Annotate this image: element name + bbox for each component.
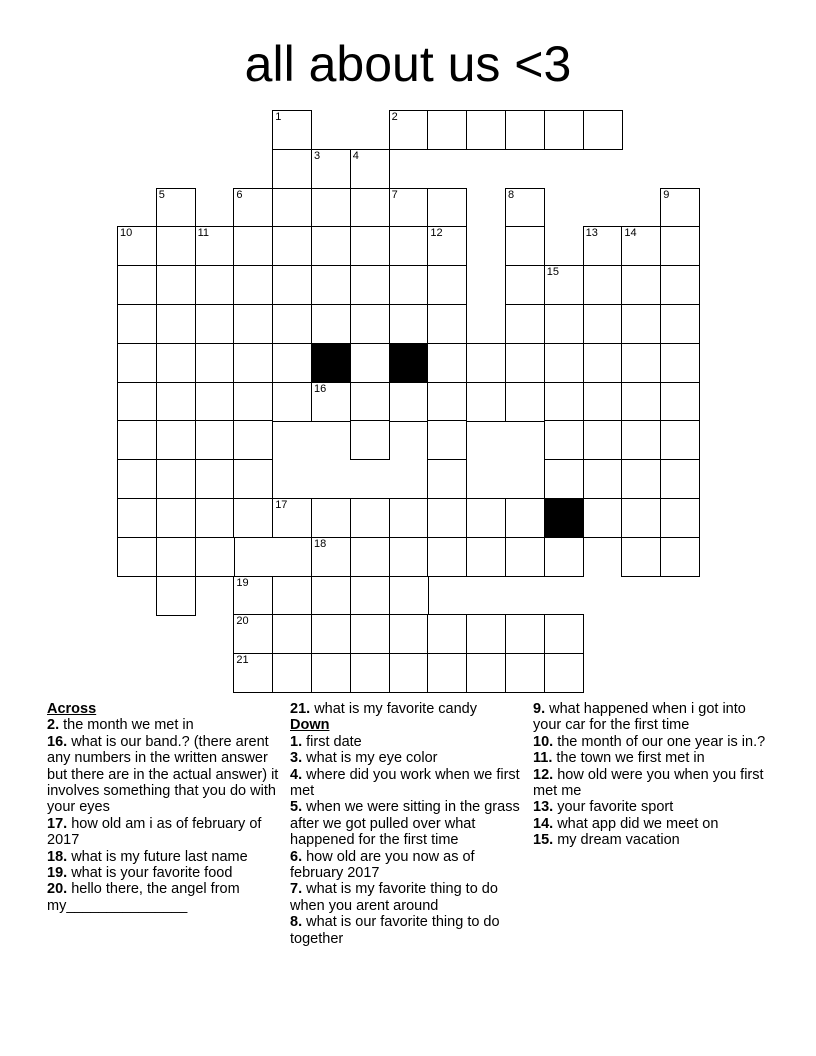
puzzle-title: all about us <3 [244, 36, 572, 92]
grid-cell[interactable] [311, 149, 351, 189]
grid-cell[interactable] [466, 537, 506, 577]
clue-number: 2. [47, 717, 60, 734]
grid-cell[interactable] [389, 653, 429, 693]
cell-number: 9 [663, 188, 670, 201]
clues-column-3 [533, 701, 769, 849]
grid-cell[interactable] [660, 459, 700, 499]
grid-cell[interactable] [350, 614, 390, 654]
clue-number: 14. [533, 815, 554, 832]
across-clue [47, 865, 283, 881]
clue-number: 1. [290, 733, 303, 750]
cell-number: 3 [314, 149, 321, 162]
grid-cell[interactable] [544, 653, 584, 693]
cell-number: 1 [275, 111, 282, 123]
grid-cell[interactable] [156, 420, 196, 460]
clue-number: 19. [47, 865, 68, 882]
grid-cell[interactable] [350, 498, 390, 538]
clue-number: 4. [290, 766, 303, 783]
grid-cell[interactable] [466, 653, 506, 693]
grid-cell[interactable] [583, 110, 623, 150]
cell-number: 14 [624, 227, 637, 240]
grid-cell[interactable] [660, 537, 700, 577]
grid-cell[interactable] [583, 343, 623, 383]
grid-cell[interactable] [272, 304, 312, 344]
grid-cell[interactable] [505, 537, 545, 577]
grid-cell[interactable] [427, 226, 467, 266]
grid-cell[interactable] [544, 537, 584, 577]
cell-number: 7 [391, 188, 398, 201]
grid-cell[interactable] [427, 188, 467, 228]
clue-number: 6. [290, 848, 303, 865]
down-clue [533, 799, 769, 815]
grid-cell[interactable] [660, 226, 700, 266]
grid-cell[interactable] [505, 382, 545, 422]
grid-cell[interactable] [350, 576, 390, 616]
down-clue [290, 750, 526, 766]
clue-text: what happened when i got into your car for the first time [533, 701, 746, 734]
grid-cell[interactable] [233, 343, 273, 383]
grid-cell[interactable] [272, 149, 312, 189]
grid-cell[interactable] [156, 226, 196, 266]
grid-cell[interactable] [350, 149, 390, 189]
grid-cell[interactable] [233, 382, 273, 422]
grid-cell[interactable] [311, 265, 351, 305]
down-clue [290, 881, 526, 914]
grid-cell[interactable] [389, 614, 429, 654]
grid-cell[interactable] [195, 459, 235, 499]
clue-number: 13. [533, 799, 554, 816]
down-clue [533, 734, 769, 750]
cell-number: 13 [585, 227, 598, 240]
grid-cell[interactable] [389, 382, 429, 422]
grid-cell[interactable] [427, 265, 467, 305]
grid-cell[interactable] [427, 304, 467, 344]
grid-cell[interactable] [117, 498, 157, 538]
grid-cell[interactable] [117, 420, 157, 460]
grid-cell[interactable] [233, 265, 273, 305]
cell-number: 19 [236, 576, 249, 589]
grid-cell[interactable] [466, 498, 506, 538]
grid-cell[interactable] [350, 537, 390, 577]
grid-cell[interactable] [544, 265, 584, 305]
black-square [544, 498, 584, 538]
grid-cell[interactable] [427, 420, 467, 460]
grid-cell[interactable] [272, 614, 312, 654]
across-clue [47, 849, 283, 865]
grid-cell[interactable] [427, 110, 467, 150]
grid-cell[interactable] [466, 382, 506, 422]
grid-cell[interactable] [505, 226, 545, 266]
grid-cell[interactable] [544, 614, 584, 654]
clue-number: 15. [533, 832, 554, 849]
grid-cell[interactable] [350, 382, 390, 422]
grid-cell[interactable] [621, 265, 661, 305]
grid-cell[interactable] [389, 110, 429, 150]
grid-cell[interactable] [583, 459, 623, 499]
grid-cell[interactable] [350, 653, 390, 693]
grid-cell[interactable] [156, 537, 196, 577]
grid-cell[interactable] [427, 382, 467, 422]
grid-cell[interactable] [311, 382, 351, 422]
grid-cell[interactable] [621, 420, 661, 460]
grid-cell[interactable] [427, 537, 467, 577]
across-clue [290, 701, 526, 717]
grid-cell[interactable] [195, 420, 235, 460]
clue-text: what is our band.? (there arent any numbers in the written answer but there are in the actual answer) it involves something that you do with your eyes [47, 733, 279, 816]
grid-cell[interactable] [195, 304, 235, 344]
clue-text: hello there, the angel from my_______________ [47, 881, 240, 914]
clues-column-1 [47, 701, 283, 914]
clue-text: where did you work when we first met [290, 766, 520, 800]
across-clue [47, 881, 283, 914]
grid-cell[interactable] [272, 498, 312, 538]
clue-text: how old am i as of february of 2017 [47, 815, 262, 849]
clue-number: 16. [47, 733, 68, 750]
grid-cell[interactable] [156, 265, 196, 305]
grid-cell[interactable] [505, 110, 545, 150]
clue-text: the town we first met in [552, 750, 705, 767]
grid-cell[interactable] [272, 110, 312, 150]
clue-number: 17. [47, 815, 68, 832]
cell-number: 8 [508, 188, 515, 201]
grid-cell[interactable] [660, 498, 700, 538]
clue-number: 18. [47, 848, 68, 865]
clue-text: the month of our one year is in.? [553, 733, 766, 750]
grid-cell[interactable] [156, 382, 196, 422]
grid-cell[interactable] [311, 653, 351, 693]
grid-cell[interactable] [583, 382, 623, 422]
clue-number: 21. [290, 701, 311, 717]
grid-cell[interactable] [311, 614, 351, 654]
clue-text: my dream vacation [553, 832, 680, 849]
grid-cell[interactable] [311, 188, 351, 228]
grid-cell[interactable] [466, 110, 506, 150]
grid-cell[interactable] [272, 576, 312, 616]
clue-text: your favorite sport [553, 799, 674, 816]
grid-cell[interactable] [195, 382, 235, 422]
grid-cell[interactable] [505, 188, 545, 228]
down-clue [533, 750, 769, 766]
clue-text: what is our favorite thing to do together [290, 914, 500, 947]
down-clue [290, 914, 526, 947]
cell-number: 2 [391, 111, 398, 123]
grid-cell[interactable] [311, 498, 351, 538]
grid-cell[interactable] [272, 226, 312, 266]
grid-cell[interactable] [389, 226, 429, 266]
grid-cell[interactable] [156, 343, 196, 383]
grid-cell[interactable] [427, 498, 467, 538]
grid-cell[interactable] [272, 188, 312, 228]
grid-cell[interactable] [195, 498, 235, 538]
cell-number: 18 [314, 537, 327, 550]
cell-number: 21 [236, 654, 249, 667]
grid-cell[interactable] [660, 188, 700, 228]
grid-cell[interactable] [233, 188, 273, 228]
grid-cell[interactable] [156, 459, 196, 499]
grid-cell[interactable] [195, 537, 235, 577]
clue-number: 8. [290, 914, 303, 931]
grid-cell[interactable] [505, 498, 545, 538]
across-clue [47, 816, 283, 849]
grid-cell[interactable] [233, 653, 273, 693]
clue-number: 7. [290, 881, 303, 898]
cell-number: 12 [430, 227, 443, 240]
grid-cell[interactable] [233, 226, 273, 266]
grid-cell[interactable] [350, 188, 390, 228]
grid-cell[interactable] [505, 265, 545, 305]
grid-cell[interactable] [311, 537, 351, 577]
grid-cell[interactable] [272, 382, 312, 422]
grid-cell[interactable] [583, 420, 623, 460]
clue-number: 20. [47, 881, 68, 898]
grid-cell[interactable] [389, 304, 429, 344]
grid-cell[interactable] [233, 420, 273, 460]
clues-column-2 [290, 701, 526, 947]
grid-cell[interactable] [195, 265, 235, 305]
grid-cell[interactable] [505, 614, 545, 654]
black-square [311, 343, 351, 383]
grid-cell[interactable] [583, 265, 623, 305]
grid-cell[interactable] [544, 304, 584, 344]
grid-cell[interactable] [117, 226, 157, 266]
across-clue [47, 734, 283, 816]
grid-cell[interactable] [505, 304, 545, 344]
grid-cell[interactable] [544, 343, 584, 383]
clue-number: 10. [533, 733, 554, 750]
grid-cell[interactable] [621, 459, 661, 499]
grid-cell[interactable] [233, 459, 273, 499]
grid-cell[interactable] [660, 382, 700, 422]
grid-cell[interactable] [311, 226, 351, 266]
grid-cell[interactable] [583, 498, 623, 538]
cell-number: 5 [158, 188, 165, 201]
cell-number: 16 [314, 382, 327, 395]
grid-cell[interactable] [544, 420, 584, 460]
clue-text: when we were sitting in the grass after we got pulled over what happened for the first time [290, 799, 520, 849]
grid-cell[interactable] [350, 343, 390, 383]
clue-text: what is my favorite candy [310, 701, 477, 717]
down-clue [290, 734, 526, 750]
grid-cell[interactable] [272, 343, 312, 383]
grid-cell[interactable] [156, 576, 196, 616]
grid-cell[interactable] [195, 226, 235, 266]
cell-number: 15 [546, 266, 560, 279]
grid-cell[interactable] [621, 537, 661, 577]
grid-cell[interactable] [544, 110, 584, 150]
grid-cell[interactable] [621, 498, 661, 538]
grid-cell[interactable] [117, 459, 157, 499]
down-clue [290, 799, 526, 848]
clue-text: what is my eye color [302, 750, 438, 767]
grid-cell[interactable] [233, 498, 273, 538]
grid-cell[interactable] [272, 653, 312, 693]
cell-number: 6 [236, 188, 243, 201]
grid-cell[interactable] [427, 653, 467, 693]
clue-number: 3. [290, 750, 303, 767]
grid-cell[interactable] [389, 188, 429, 228]
grid-cell[interactable] [505, 343, 545, 383]
grid-cell[interactable] [156, 304, 196, 344]
grid-cell[interactable] [389, 265, 429, 305]
across-clue [47, 717, 283, 733]
grid-cell[interactable] [427, 459, 467, 499]
grid-cell[interactable] [311, 304, 351, 344]
grid-cell[interactable] [389, 498, 429, 538]
grid-cell[interactable] [350, 304, 390, 344]
grid-cell[interactable] [117, 265, 157, 305]
grid-cell[interactable] [195, 343, 235, 383]
grid-cell[interactable] [350, 226, 390, 266]
grid-cell[interactable] [272, 265, 312, 305]
grid-cell[interactable] [660, 304, 700, 344]
grid-cell[interactable] [621, 226, 661, 266]
grid-cell[interactable] [544, 382, 584, 422]
clue-text: what is my future last name [67, 848, 248, 865]
grid-cell[interactable] [466, 343, 506, 383]
grid-cell[interactable] [156, 498, 196, 538]
grid-cell[interactable] [660, 420, 700, 460]
grid-cell[interactable] [583, 304, 623, 344]
down-heading: Down [290, 717, 330, 734]
down-clue [533, 701, 769, 734]
grid-cell[interactable] [621, 304, 661, 344]
grid-cell[interactable] [660, 343, 700, 383]
grid-cell[interactable] [389, 537, 429, 577]
clue-text: how old are you now as of february 2017 [290, 848, 475, 882]
clue-text: first date [302, 733, 362, 750]
grid-cell[interactable] [156, 188, 196, 228]
grid-cell[interactable] [427, 614, 467, 654]
grid-cell[interactable] [621, 382, 661, 422]
grid-cell[interactable] [505, 653, 545, 693]
grid-cell[interactable] [466, 614, 506, 654]
down-clue [290, 849, 526, 882]
across-heading: Across [47, 701, 97, 717]
clue-number: 9. [533, 701, 546, 717]
clue-text: how old were you when you first met me [533, 766, 764, 800]
grid-cell[interactable] [117, 382, 157, 422]
clue-text: what is your favorite food [67, 865, 233, 882]
grid-cell[interactable] [660, 265, 700, 305]
grid-cell[interactable] [544, 459, 584, 499]
grid-cell[interactable] [311, 576, 351, 616]
clue-text: the month we met in [59, 717, 194, 734]
clue-number: 12. [533, 766, 554, 783]
grid-cell[interactable] [233, 614, 273, 654]
grid-cell[interactable] [389, 576, 429, 616]
cell-number: 17 [275, 499, 288, 511]
cell-number: 11 [197, 227, 210, 240]
cell-number: 10 [120, 227, 133, 240]
black-square [389, 343, 429, 383]
clue-text: what is my favorite thing to do when you arent around [290, 881, 498, 914]
grid-cell[interactable] [117, 343, 157, 383]
grid-cell[interactable] [350, 265, 390, 305]
grid-cell[interactable] [117, 537, 157, 577]
down-clue [533, 832, 769, 848]
down-clue [533, 767, 769, 800]
grid-cell[interactable] [427, 343, 467, 383]
grid-cell[interactable] [350, 420, 390, 460]
grid-cell[interactable] [233, 576, 273, 616]
grid-cell[interactable] [583, 226, 623, 266]
cell-number: 20 [236, 615, 249, 628]
grid-cell[interactable] [233, 304, 273, 344]
clue-number: 11. [533, 750, 553, 767]
down-clue [533, 816, 769, 832]
clue-text: what app did we meet on [553, 815, 719, 832]
grid-cell[interactable] [117, 304, 157, 344]
down-clue [290, 767, 526, 800]
grid-cell[interactable] [621, 343, 661, 383]
cell-number: 4 [352, 149, 359, 162]
clue-number: 5. [290, 799, 303, 816]
